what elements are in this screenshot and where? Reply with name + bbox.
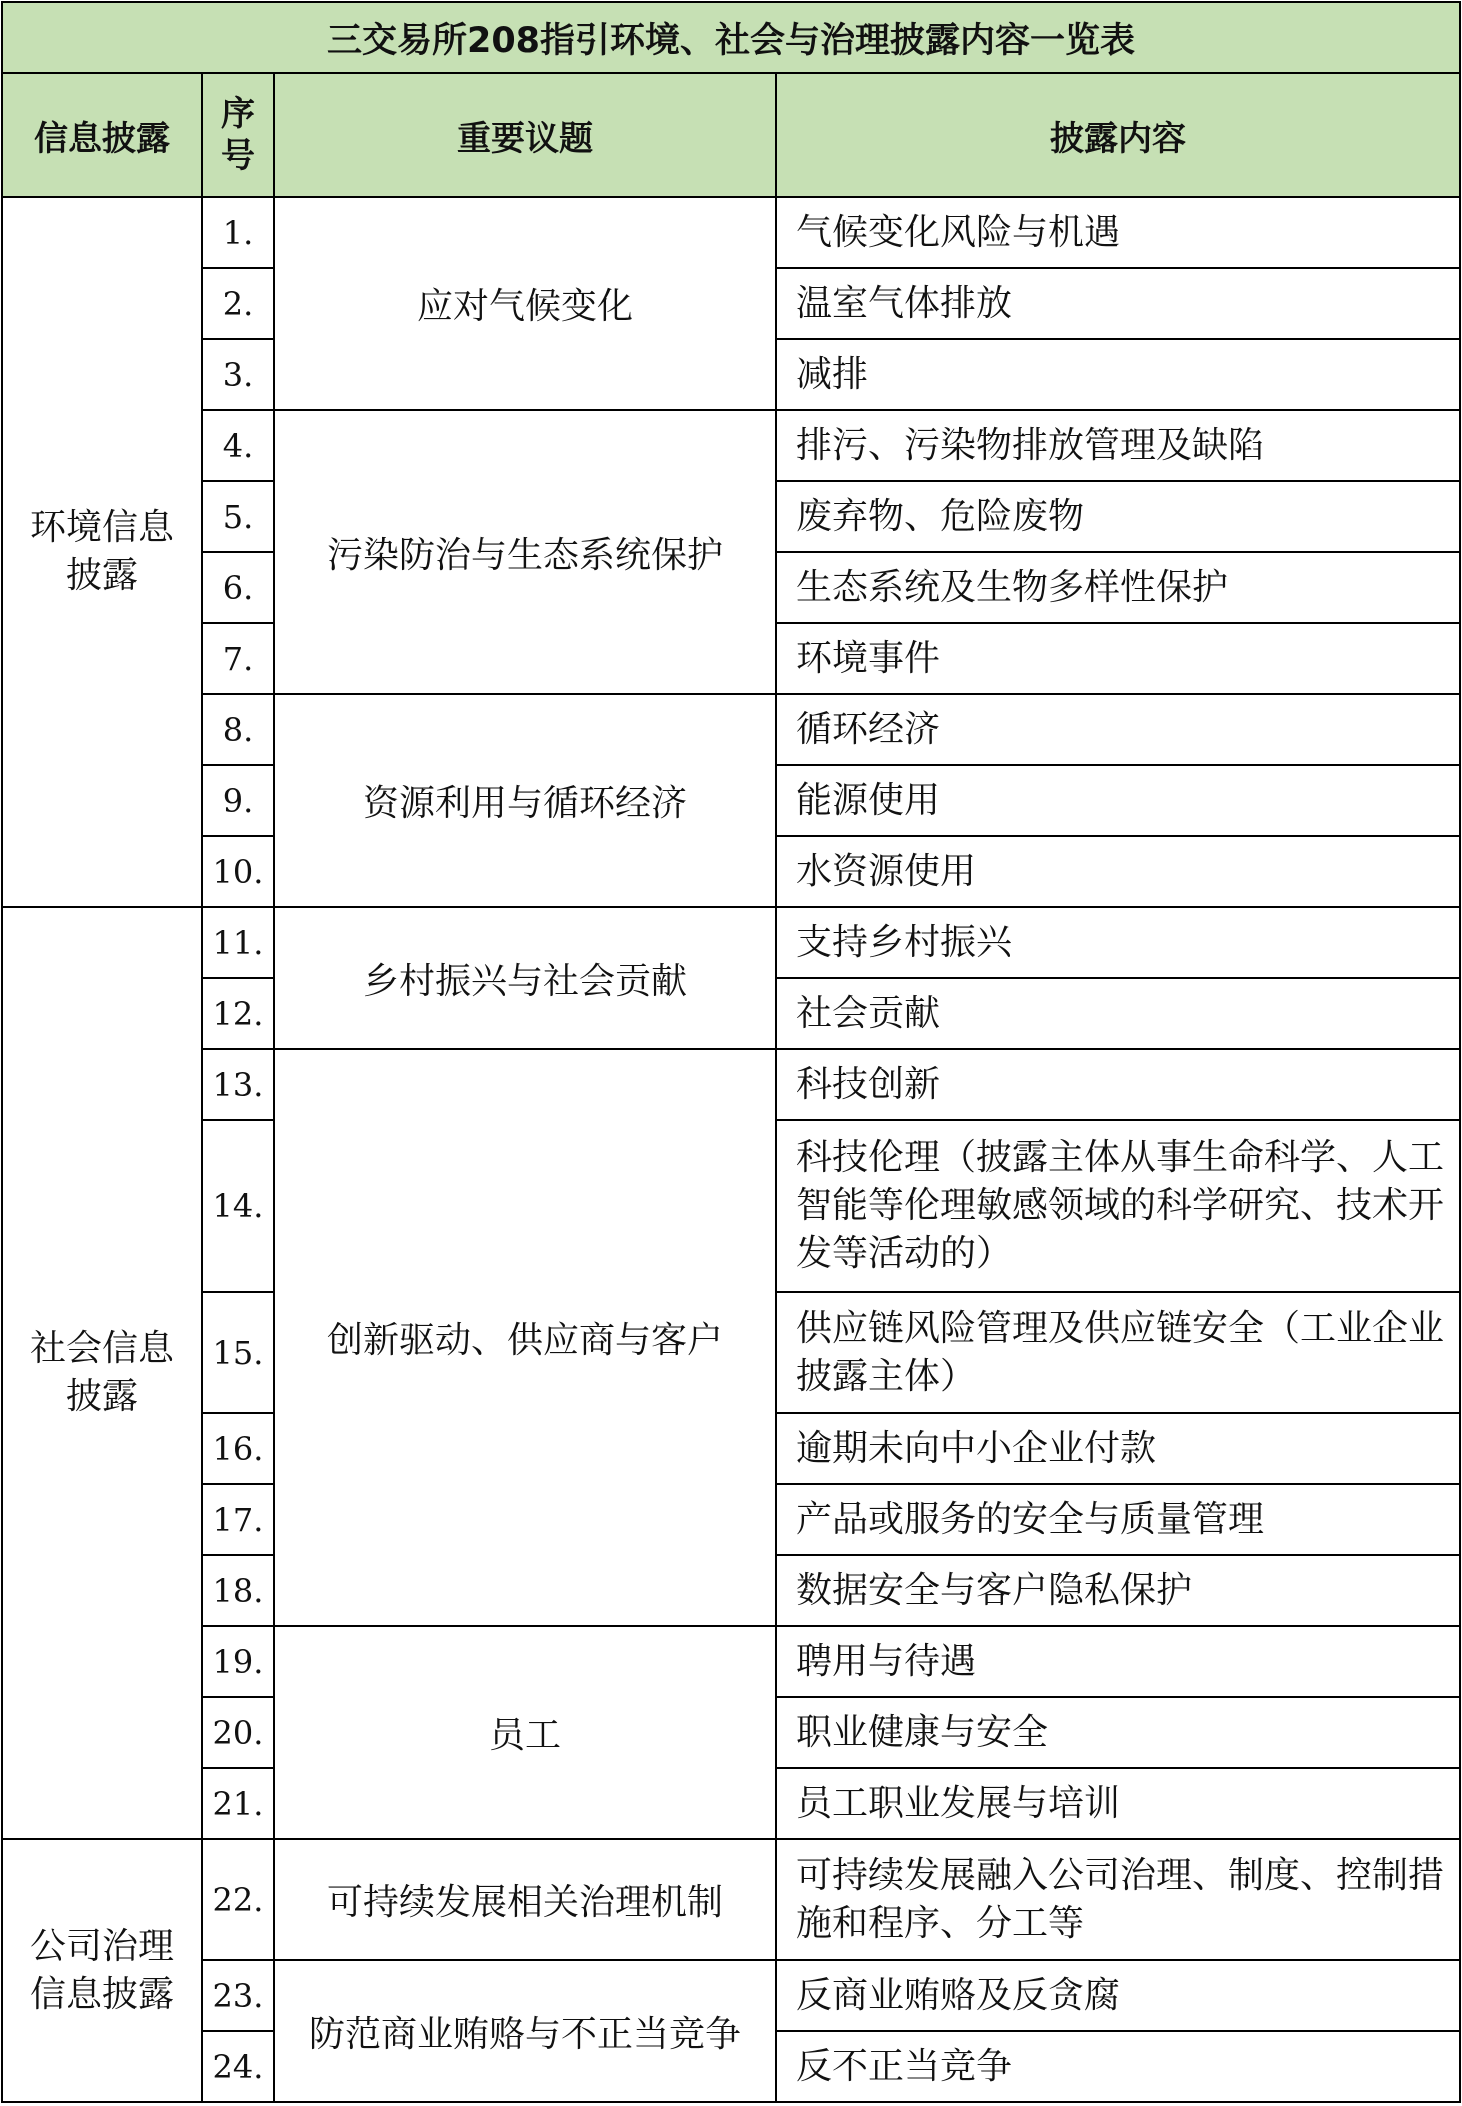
disclosure-table — [1, 1, 1461, 2103]
category-governance: 公司治理信息披露 — [2, 1839, 202, 2102]
row-number: 21. — [202, 1768, 274, 1839]
row-number: 9. — [202, 765, 274, 836]
row-number: 8. — [202, 694, 274, 765]
row-content: 能源使用 — [776, 765, 1460, 836]
row-number: 20. — [202, 1697, 274, 1768]
row-number: 11. — [202, 907, 274, 978]
row-content: 排污、污染物排放管理及缺陷 — [776, 410, 1460, 481]
topic-pollution: 污染防治与生态系统保护 — [274, 410, 776, 694]
row-content: 反商业贿赂及反贪腐 — [776, 1960, 1460, 2031]
row-content: 生态系统及生物多样性保护 — [776, 552, 1460, 623]
topic-innovation: 创新驱动、供应商与客户 — [274, 1049, 776, 1626]
row-content: 科技创新 — [776, 1049, 1460, 1120]
topic-climate: 应对气候变化 — [274, 197, 776, 410]
row-content: 供应链风险管理及供应链安全（工业企业披露主体） — [776, 1292, 1460, 1413]
row-content: 职业健康与安全 — [776, 1697, 1460, 1768]
row-content: 反不正当竞争 — [776, 2031, 1460, 2102]
row-content: 逾期未向中小企业付款 — [776, 1413, 1460, 1484]
row-content: 聘用与待遇 — [776, 1626, 1460, 1697]
row-number: 12. — [202, 978, 274, 1049]
row-number: 6. — [202, 552, 274, 623]
row-content: 可持续发展融入公司治理、制度、控制措施和程序、分工等 — [776, 1839, 1460, 1960]
table-title: 三交易所208指引环境、社会与治理披露内容一览表 — [2, 2, 1460, 73]
row-content: 员工职业发展与培训 — [776, 1768, 1460, 1839]
topic-rural: 乡村振兴与社会贡献 — [274, 907, 776, 1049]
topic-anti-bribery: 防范商业贿赂与不正当竞争 — [274, 1960, 776, 2102]
row-number: 19. — [202, 1626, 274, 1697]
row-content: 科技伦理（披露主体从事生命科学、人工智能等伦理敏感领域的科学研究、技术开发等活动的） — [776, 1120, 1460, 1292]
header-category: 信息披露 — [2, 73, 202, 197]
row-content: 废弃物、危险废物 — [776, 481, 1460, 552]
row-number: 2. — [202, 268, 274, 339]
row-number: 10. — [202, 836, 274, 907]
header-number: 序号 — [202, 73, 274, 197]
row-number: 14. — [202, 1120, 274, 1292]
row-number: 23. — [202, 1960, 274, 2031]
row-content: 数据安全与客户隐私保护 — [776, 1555, 1460, 1626]
row-number: 13. — [202, 1049, 274, 1120]
row-number: 3. — [202, 339, 274, 410]
category-environment: 环境信息披露 — [2, 197, 202, 907]
header-content: 披露内容 — [776, 73, 1460, 197]
row-content: 产品或服务的安全与质量管理 — [776, 1484, 1460, 1555]
topic-employees: 员工 — [274, 1626, 776, 1839]
row-number: 24. — [202, 2031, 274, 2102]
row-number: 15. — [202, 1292, 274, 1413]
row-content: 支持乡村振兴 — [776, 907, 1460, 978]
header-topic: 重要议题 — [274, 73, 776, 197]
category-social: 社会信息披露 — [2, 907, 202, 1839]
row-number: 5. — [202, 481, 274, 552]
row-number: 1. — [202, 197, 274, 268]
topic-resources: 资源利用与循环经济 — [274, 694, 776, 907]
row-content: 减排 — [776, 339, 1460, 410]
row-number: 17. — [202, 1484, 274, 1555]
row-number: 18. — [202, 1555, 274, 1626]
row-content: 温室气体排放 — [776, 268, 1460, 339]
row-number: 4. — [202, 410, 274, 481]
row-content: 气候变化风险与机遇 — [776, 197, 1460, 268]
row-number: 7. — [202, 623, 274, 694]
row-number: 22. — [202, 1839, 274, 1960]
row-content: 环境事件 — [776, 623, 1460, 694]
row-content: 水资源使用 — [776, 836, 1460, 907]
row-number: 16. — [202, 1413, 274, 1484]
topic-governance-mechanism: 可持续发展相关治理机制 — [274, 1839, 776, 1960]
row-content: 循环经济 — [776, 694, 1460, 765]
row-content: 社会贡献 — [776, 978, 1460, 1049]
